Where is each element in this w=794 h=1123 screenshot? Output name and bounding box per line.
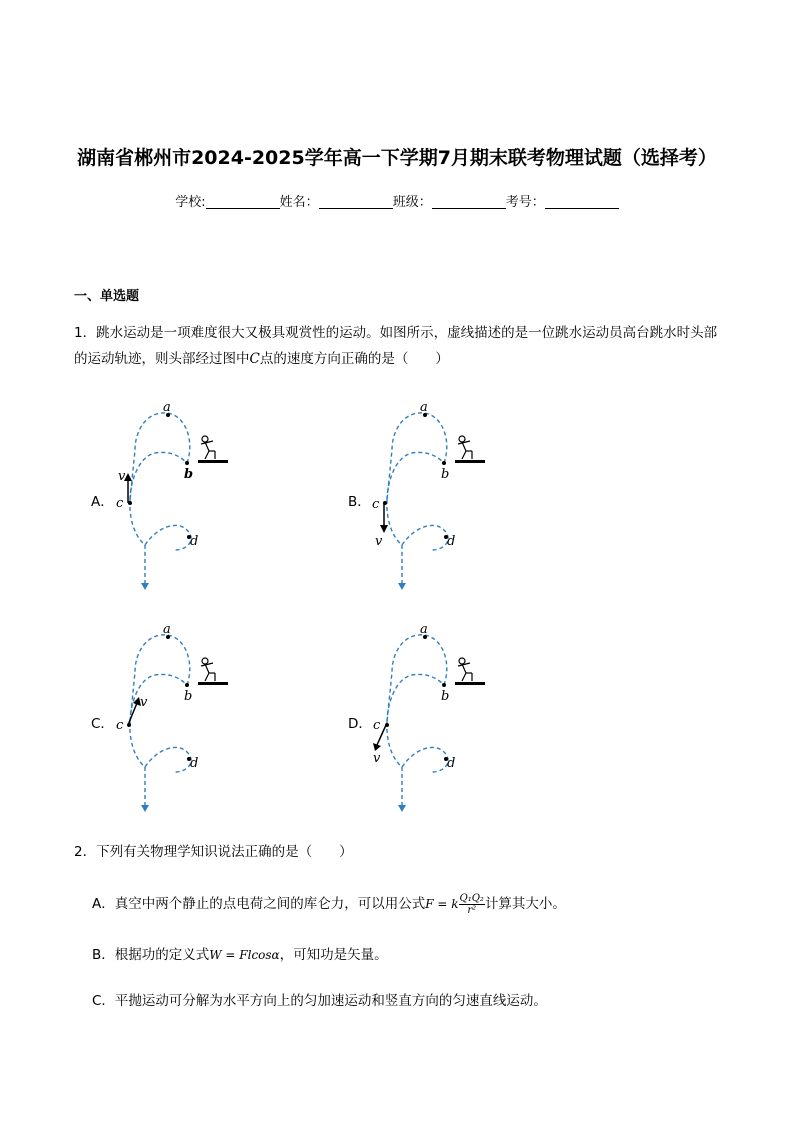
- q1-diagram-a: [105, 395, 245, 595]
- platform: [198, 460, 228, 463]
- q1-option-a-label[interactable]: A．: [91, 494, 114, 510]
- q2-option-a[interactable]: [92, 892, 566, 916]
- trajectory-end-arrowhead: [398, 805, 406, 812]
- diver-figure-icon: [458, 658, 472, 681]
- velocity-arrowhead: [380, 525, 388, 533]
- label-v: v: [118, 469, 126, 484]
- question-1-point: C: [249, 351, 260, 367]
- point-b: [442, 683, 446, 687]
- point-c: [383, 501, 387, 505]
- school-blank[interactable]: [206, 195, 280, 209]
- platform: [455, 682, 485, 685]
- work-formula: W = Flcosα: [209, 948, 280, 962]
- diver-figure-icon: [458, 436, 472, 459]
- label-d: d: [447, 534, 456, 549]
- label-v: v: [373, 751, 381, 766]
- trajectory-path: [130, 635, 191, 805]
- label-a: a: [163, 400, 171, 415]
- q2-option-a-text-post: 计算其大小。: [484, 896, 566, 912]
- number-blank[interactable]: [545, 195, 619, 209]
- label-c: c: [373, 718, 381, 733]
- trajectory-path: [387, 413, 448, 583]
- coulomb-formula-fraction: [459, 893, 485, 916]
- q1-option-b-label[interactable]: B．: [348, 494, 371, 510]
- question-1-stem: [74, 320, 730, 372]
- trajectory-end-arrowhead: [398, 583, 406, 590]
- class-label: 班级：: [392, 195, 432, 210]
- question-1-text-a: 1．跳水运动是一项难度很大又极具观赏性的运动。如图所示，虚线描述的是一位跳水运动员高台跳水时头部的运动轨迹，则头部经过图中: [74, 325, 718, 367]
- label-v: v: [375, 534, 383, 549]
- point-c: [127, 723, 131, 727]
- point-b: [442, 461, 446, 465]
- q1-diagram-c: [105, 617, 245, 817]
- question-1-text-b: 点的速度方向正确的是（ ）: [259, 351, 449, 367]
- platform: [198, 682, 228, 685]
- coulomb-numerator: Q₁Q₂: [459, 892, 484, 904]
- point-c: [385, 723, 389, 727]
- class-blank[interactable]: [432, 195, 506, 209]
- label-v: v: [140, 695, 148, 710]
- q2-option-c[interactable]: C．平抛运动可分解为水平方向上的匀加速运动和竖直方向的匀速直线运动。: [92, 993, 547, 1009]
- q2-option-a-text-pre: A．真空中两个静止的点电荷之间的库仑力，可以用公式: [92, 896, 426, 912]
- label-c: c: [116, 718, 124, 733]
- q1-diagram-d: [362, 617, 502, 817]
- q1-option-d-label[interactable]: D．: [348, 716, 372, 732]
- label-a: a: [163, 622, 171, 637]
- point-b: [185, 683, 189, 687]
- coulomb-denominator: r²: [467, 904, 477, 916]
- label-b: b: [441, 689, 450, 704]
- student-info-line: [0, 191, 794, 210]
- label-a: a: [420, 622, 428, 637]
- label-b: b: [184, 689, 193, 704]
- label-a: a: [420, 400, 428, 415]
- number-label: 考号：: [505, 195, 545, 210]
- diver-figure-icon: [201, 436, 215, 459]
- trajectory-path: [130, 413, 194, 583]
- q1-diagram-b: [362, 395, 502, 595]
- label-d: d: [190, 756, 199, 771]
- q2-option-b-text-post: ，可知功是矢量。: [279, 947, 388, 963]
- label-b: b: [441, 467, 450, 482]
- trajectory-path: [387, 635, 448, 805]
- school-label: 学校:: [175, 195, 206, 210]
- platform: [455, 460, 485, 463]
- page-title: 湖南省郴州市2024-2025学年高一下学期7月期末联考物理试题（选择考）: [77, 147, 717, 169]
- q2-option-b-text-pre: B．根据功的定义式: [92, 947, 210, 963]
- question-2-stem: 2．下列有关物理学知识说法正确的是（ ）: [74, 844, 353, 860]
- label-c: c: [116, 496, 124, 511]
- label-c: c: [372, 497, 380, 512]
- q1-option-c-label[interactable]: C．: [91, 716, 114, 732]
- label-d: d: [190, 534, 199, 549]
- name-blank[interactable]: [319, 195, 393, 209]
- trajectory-end-arrowhead: [141, 805, 149, 812]
- section-heading: 一、单选题: [74, 289, 140, 304]
- point-c: [128, 501, 132, 505]
- q2-option-b[interactable]: [92, 943, 388, 963]
- coulomb-formula-lhs: F = k: [425, 897, 459, 911]
- point-b: [185, 461, 189, 465]
- label-d: d: [447, 756, 456, 771]
- name-label: 姓名：: [279, 195, 319, 210]
- label-b: b: [184, 467, 194, 482]
- trajectory-end-arrowhead: [141, 583, 149, 590]
- diver-figure-icon: [201, 658, 215, 681]
